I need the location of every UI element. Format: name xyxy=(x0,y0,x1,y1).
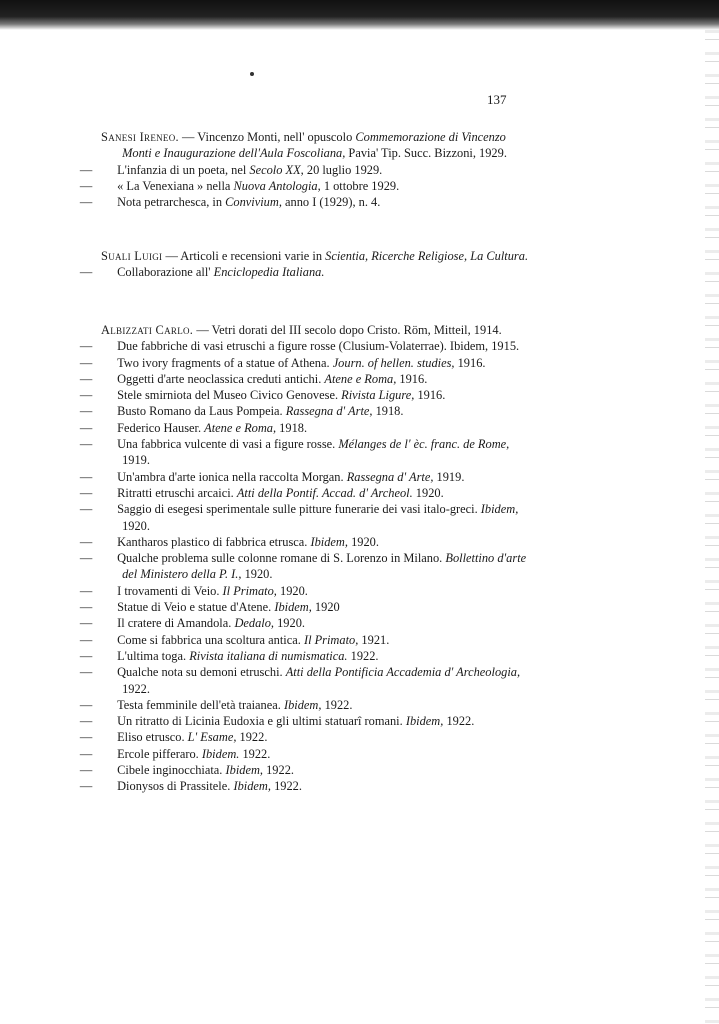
bibliography-entry xyxy=(79,746,531,762)
entry-text: « La Venexiana » nella xyxy=(117,178,234,193)
bibliography-sanesi xyxy=(79,129,531,210)
entry-text: Due fabbriche di vasi etruschi a figure rosse (Clusium-Volaterrae). Ibidem, 1915. xyxy=(117,339,520,354)
bibliography-entry xyxy=(79,697,531,713)
bibliography-entry xyxy=(79,501,531,534)
bibliography-entry xyxy=(79,420,531,436)
bibliography-entry xyxy=(79,615,531,631)
entry-text: Ritratti etruschi arcaici. xyxy=(117,485,237,500)
entry-text: 1918. xyxy=(372,404,404,419)
entry-text: L'infanzia di un poeta, nel xyxy=(117,162,250,177)
dash-marker: — xyxy=(79,632,93,647)
dash-marker: — xyxy=(79,469,93,484)
entry-text: Il cratere di Amandola. xyxy=(117,616,235,631)
publication-title: Scientia, Ricerche Religiose, La Cultura. xyxy=(325,249,529,263)
entry-text: Cibele inginocchiata. xyxy=(117,763,226,778)
publication-title: Atene e Roma, xyxy=(324,371,397,386)
dash-marker: — xyxy=(79,648,93,663)
publication-title: Rassegna d' Arte, xyxy=(285,404,373,419)
dash-marker: — xyxy=(79,420,93,435)
entry-text: Ercole pifferaro. xyxy=(117,746,202,761)
entry-text: 1920 xyxy=(311,600,340,615)
bibliography-entry xyxy=(79,664,531,697)
bibliography-entry xyxy=(79,194,531,210)
publication-title: Il Primato, xyxy=(303,632,359,647)
dash-marker: — xyxy=(79,339,93,354)
dash-marker: — xyxy=(79,371,93,386)
dash-marker: — xyxy=(79,583,93,598)
publication-title: Ibidem, xyxy=(480,502,519,517)
entry-text: 1920. xyxy=(276,583,308,598)
entry-text: 1919. xyxy=(433,469,465,484)
bibliography-entry xyxy=(79,583,531,599)
bibliography-entry xyxy=(79,436,531,469)
entry-text: 1916. xyxy=(396,371,428,386)
entry-text: anno I (1929), n. 4. xyxy=(281,195,381,210)
dash-marker: — xyxy=(79,600,93,615)
dash-marker: — xyxy=(79,697,93,712)
entry-text: Two ivory fragments of a statue of Athena. xyxy=(117,355,333,370)
entry-text: Stele smirniota del Museo Civico Genovese. xyxy=(117,388,342,403)
bibliography-suali xyxy=(79,248,531,281)
entry-text: — Articoli e recensioni varie in xyxy=(165,249,326,263)
bibliography-entry xyxy=(79,632,531,648)
entry-text: Oggetti d'arte neoclassica creduti antichi. xyxy=(117,371,325,386)
bibliography-entry xyxy=(79,338,531,354)
author-name: Sanesi Ireneo. xyxy=(101,130,179,144)
publication-title: Mélanges de l' èc. franc. de Rome, xyxy=(338,437,510,452)
bibliography-entry xyxy=(79,713,531,729)
bibliography-entry xyxy=(101,248,531,264)
entry-text: Un ritratto di Licinia Eudoxia e gli ultimi statuarî romani. xyxy=(117,714,406,729)
dash-marker: — xyxy=(79,355,93,370)
entry-text: Statue di Veio e statue d'Atene. xyxy=(117,600,275,615)
entry-text: 1922. xyxy=(263,763,294,778)
entry-text: 1922. xyxy=(443,714,475,729)
dash-marker: — xyxy=(79,195,93,210)
publication-title: Ibidem, xyxy=(405,714,444,729)
entry-text: Qualche problema sulle colonne romane di S. Lorenzo in Milano. xyxy=(117,551,446,566)
entry-text: 1920. xyxy=(274,616,305,631)
entry-text: Eliso etrusco. xyxy=(117,730,188,745)
scan-top-border xyxy=(0,0,719,30)
bibliography-entry xyxy=(79,762,531,778)
publication-title: Secolo XX, xyxy=(249,162,304,177)
entry-text: Federico Hauser. xyxy=(117,420,205,435)
publication-title: Rassegna d' Arte, xyxy=(346,469,434,484)
dash-marker: — xyxy=(79,534,93,549)
publication-title: Journ. of hellen. studies, xyxy=(332,355,455,370)
entry-text: 1922. xyxy=(236,730,268,745)
bibliography-entry xyxy=(79,387,531,403)
entry-text: 1920. xyxy=(122,518,150,533)
dash-marker: — xyxy=(79,404,93,419)
author-name: Suali Luigi xyxy=(101,249,163,263)
entry-text: — Vincenzo Monti, nell' opuscolo xyxy=(182,130,356,144)
entry-text: 1922. xyxy=(122,681,150,696)
publication-title: Commemorazione di Vincenzo Monti e Inaugurazione dell'Aula Foscoliana, xyxy=(122,130,506,161)
entry-text: Un'ambra d'arte ionica nella raccolta Morgan. xyxy=(117,469,347,484)
dash-marker: — xyxy=(79,714,93,729)
entry-text: Pavia' Tip. Succ. Bizzoni, 1929. xyxy=(345,146,507,161)
bibliography-entry xyxy=(79,355,531,371)
bibliography-entry xyxy=(79,599,531,615)
dash-marker: — xyxy=(79,162,93,177)
page-number: 137 xyxy=(487,92,507,107)
bibliography-entry xyxy=(79,403,531,419)
publication-title: Atti della Pontificia Accademia d' Archeologia, xyxy=(285,665,521,680)
bibliography-entry xyxy=(79,729,531,745)
ink-speck xyxy=(250,72,254,76)
entry-text: L'ultima toga. xyxy=(117,648,190,663)
entry-text: Una fabbrica vulcente di vasi a figure rosse. xyxy=(117,437,339,452)
entry-text: Dionysos di Prassitele. xyxy=(117,779,234,794)
publication-title: Atene e Roma, xyxy=(204,420,277,435)
entry-text: 1922. xyxy=(239,746,271,761)
entry-text: Busto Romano da Laus Pompeia. xyxy=(117,404,286,419)
entry-text: 20 luglio 1929. xyxy=(303,162,383,177)
bibliography-entry xyxy=(79,534,531,550)
bibliography-entry xyxy=(79,469,531,485)
dash-marker: — xyxy=(79,502,93,517)
entry-text: — Vetri dorati del III secolo dopo Cristo. Röm, Mitteil, 1914. xyxy=(196,323,502,337)
entry-text: Testa femminile dell'età traianea. xyxy=(117,697,284,712)
dash-marker: — xyxy=(79,388,93,403)
bibliography-entry xyxy=(79,264,531,280)
publication-title: L' Esame, xyxy=(187,730,237,745)
bibliography-entry xyxy=(79,371,531,387)
entry-text: 1 ottobre 1929. xyxy=(320,178,400,193)
entry-text: 1918. xyxy=(276,420,308,435)
dash-marker: — xyxy=(79,265,93,280)
entry-text: I trovamenti di Veio. xyxy=(117,583,223,598)
entry-text: Saggio di esegesi sperimentale sulle pitture funerarie dei vasi italo-greci. xyxy=(117,502,481,517)
dash-marker: — xyxy=(79,746,93,761)
publication-title: Ibidem, xyxy=(233,779,271,794)
entry-text: 1919. xyxy=(122,453,150,468)
bibliography-entry xyxy=(101,322,531,338)
dash-marker: — xyxy=(79,437,93,452)
publication-title: Atti della Pontif. Accad. d' Archeol. xyxy=(236,485,413,500)
publication-title: Convivium, xyxy=(225,195,282,210)
publication-title: Ibidem, xyxy=(225,763,264,778)
entry-text: Come si fabbrica una scoltura antica. xyxy=(117,632,304,647)
dash-marker: — xyxy=(79,665,93,680)
publication-title: Ibidem, xyxy=(274,600,312,615)
dash-marker: — xyxy=(79,779,93,794)
publication-title: Dedalo, xyxy=(234,616,275,631)
entry-text: 1916. xyxy=(414,388,446,403)
bibliography-entry xyxy=(79,648,531,664)
entry-text: 1921. xyxy=(358,632,390,647)
entry-text: Qualche nota su demoni etruschi. xyxy=(117,665,286,680)
entry-text: 1922. xyxy=(321,697,353,712)
publication-title: Ibidem, xyxy=(283,697,322,712)
entry-text: 1920. xyxy=(347,534,379,549)
entry-text: 1920. xyxy=(241,567,273,582)
publication-title: Il Primato, xyxy=(222,583,277,598)
dash-marker: — xyxy=(79,551,93,566)
bibliography-entry xyxy=(79,162,531,178)
publication-title: Nuova Antologia, xyxy=(233,178,321,193)
publication-title: Bollettino d'arte del Ministero della P. I., xyxy=(122,551,527,582)
bibliography-entry xyxy=(79,550,531,583)
publication-title: Ibidem, xyxy=(310,534,348,549)
entry-text: 1916. xyxy=(454,355,486,370)
publication-title: Ibidem. xyxy=(201,746,240,761)
bibliography-entry xyxy=(79,778,531,794)
entry-text: 1922. xyxy=(270,779,302,794)
entry-text: 1922. xyxy=(347,648,379,663)
dash-marker: — xyxy=(79,730,93,745)
dash-marker: — xyxy=(79,616,93,631)
author-name: Albizzati Carlo. xyxy=(101,323,194,337)
entry-text: Kantharos plastico di fabbrica etrusca. xyxy=(117,534,311,549)
dash-marker: — xyxy=(79,485,93,500)
bibliography-entry xyxy=(79,178,531,194)
dash-marker: — xyxy=(79,763,93,778)
dash-marker: — xyxy=(79,178,93,193)
publication-title: Enciclopedia Italiana. xyxy=(213,265,325,280)
bibliography-entry xyxy=(101,129,531,162)
entry-text: Collaborazione all' xyxy=(117,265,214,280)
publication-title: Rivista Ligure, xyxy=(341,388,415,403)
entry-text: 1920. xyxy=(412,485,444,500)
bibliography-albizzati xyxy=(79,322,531,795)
publication-title: Rivista italiana di numismatica. xyxy=(189,648,348,663)
scan-right-edge xyxy=(705,30,719,1024)
bibliography-entry xyxy=(79,485,531,501)
entry-text: Nota petrarchesca, in xyxy=(117,195,226,210)
